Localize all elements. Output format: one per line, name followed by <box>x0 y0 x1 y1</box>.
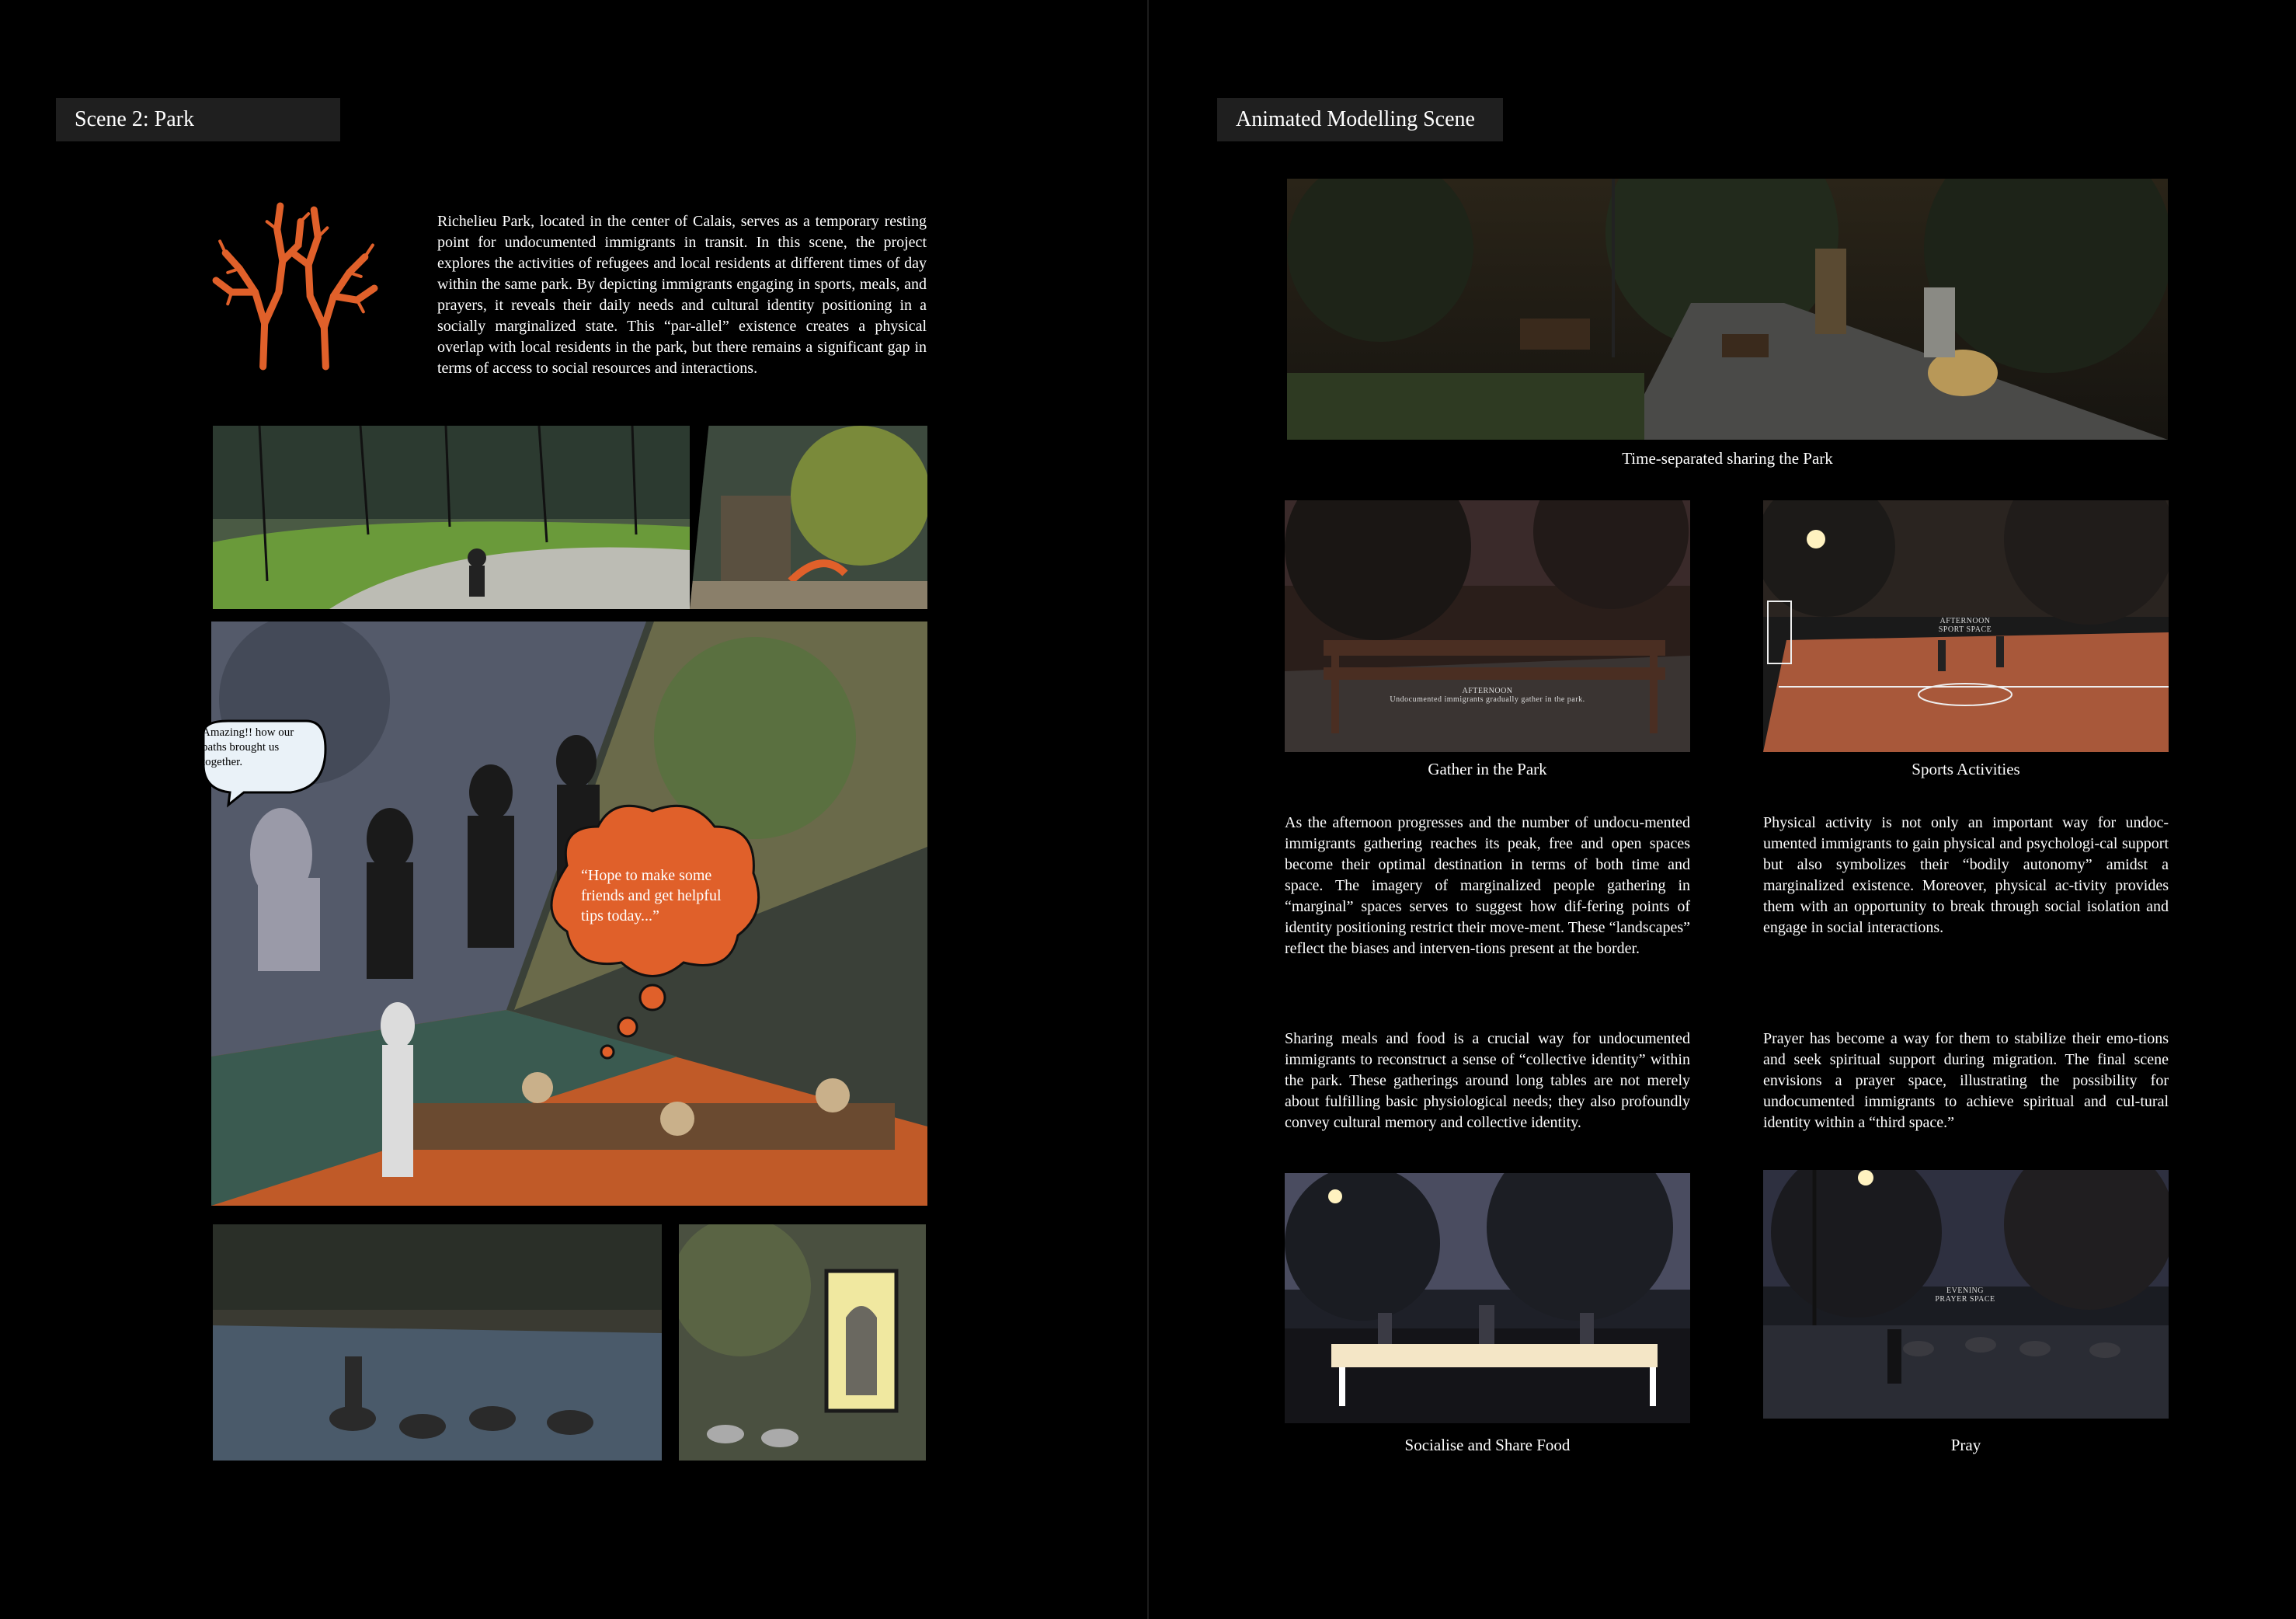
gather-overlay-subtitle: Undocumented immigrants gradually gather in the park. <box>1390 695 1585 704</box>
sports-caption: Sports Activities <box>1912 760 2020 778</box>
speech-bubble-text: Amazing!! how our paths brought us together. <box>202 726 294 768</box>
sports-paragraph: Physical activity is not only an important way for undoc-umented immigrants to gain physical and psychologi-cal support but also symbolizes their “bodily autonomy” amidst a marginalized existence. Moreover, physical ac-tivity provides them with an opportunity to break through social isolation and engage in social interactions. <box>1763 814 2169 936</box>
hero-caption: Time-separated sharing the Park <box>1622 449 1833 468</box>
gather-paragraph: As the afternoon progresses and the number of undocu-mented immigrants gathering reaches its peak, free and open spaces become their optimal destination in terms of both time and space. The imagery of marginalized people gathering in “marginal” spaces serves to suggest how dif-fering points of identity positioning restrict their move-ment. These “landscapes” reflect the biases and interven-tions present at the border. <box>1285 814 1690 957</box>
intro-paragraph: Richelieu Park, located in the center of Calais, serves as a temporary resting point for undocumented immigrants in transit. In this scene, the project explores the activities of refugees and local residents at different times of day within the same park. By depicting immigrants engaging in sports, meals, and prayers, it reveals their daily needs and cultural identity positioning in a socially marginalized state. This “par-allel” existence creates a physical overlap with local residents in the park, but there remains a significant gap in terms of access to social resources and interactions. <box>437 213 927 377</box>
comic-panel-statue <box>690 426 927 609</box>
pray-caption: Pray <box>1950 1436 1981 1454</box>
food-paragraph: Sharing meals and food is a crucial way for undocumented immigrants to reconstruct a sense of “collective identity” within the park. These gatherings around long tables are not merely about fulfilling basic physiological needs; they also profoundly convey cultural memory and collective identity. <box>1285 1030 1690 1131</box>
pray-paragraph: Prayer has become a way for them to stabilize their emo-tions and seek spiritual support during migration. The final scene envisions a prayer space, illustrating the possibility for undocumented immigrants to achieve spiritual and cul-tural identity within a “third space.” <box>1763 1030 2169 1131</box>
coral-tree-icon <box>208 198 381 371</box>
gather-caption: Gather in the Park <box>1428 760 1547 778</box>
pray-overlay-subtitle: PRAYER SPACE <box>1935 1295 1995 1304</box>
render-gather <box>1285 500 1690 752</box>
food-caption: Socialise and Share Food <box>1404 1436 1571 1454</box>
sports-overlay-title: AFTERNOON <box>1939 617 1991 625</box>
page-divider <box>1147 0 1149 1619</box>
section-header-left <box>56 98 340 141</box>
speech-bubble <box>197 718 329 808</box>
render-sports <box>1763 500 2169 752</box>
comic-panel-prayer-door <box>679 1224 926 1461</box>
render-park-hero <box>1287 179 2168 440</box>
comic-panel-park-path <box>213 426 690 609</box>
sports-overlay-subtitle: SPORT SPACE <box>1938 625 1992 634</box>
gather-overlay-title: AFTERNOON <box>1462 687 1513 695</box>
pray-overlay-title: EVENING <box>1946 1286 1984 1295</box>
render-share-food <box>1285 1173 1690 1423</box>
comic-panel-prayer-night <box>213 1224 662 1461</box>
section-title: Animated Modelling Scene <box>1236 107 1475 131</box>
thought-cloud <box>536 796 769 1060</box>
section-header-right <box>1217 98 1503 141</box>
render-pray <box>1763 1170 2169 1419</box>
section-title: Scene 2: Park <box>75 107 194 131</box>
thought-cloud-text: “Hope to make some friends and get helpful tips today...” <box>581 867 722 924</box>
